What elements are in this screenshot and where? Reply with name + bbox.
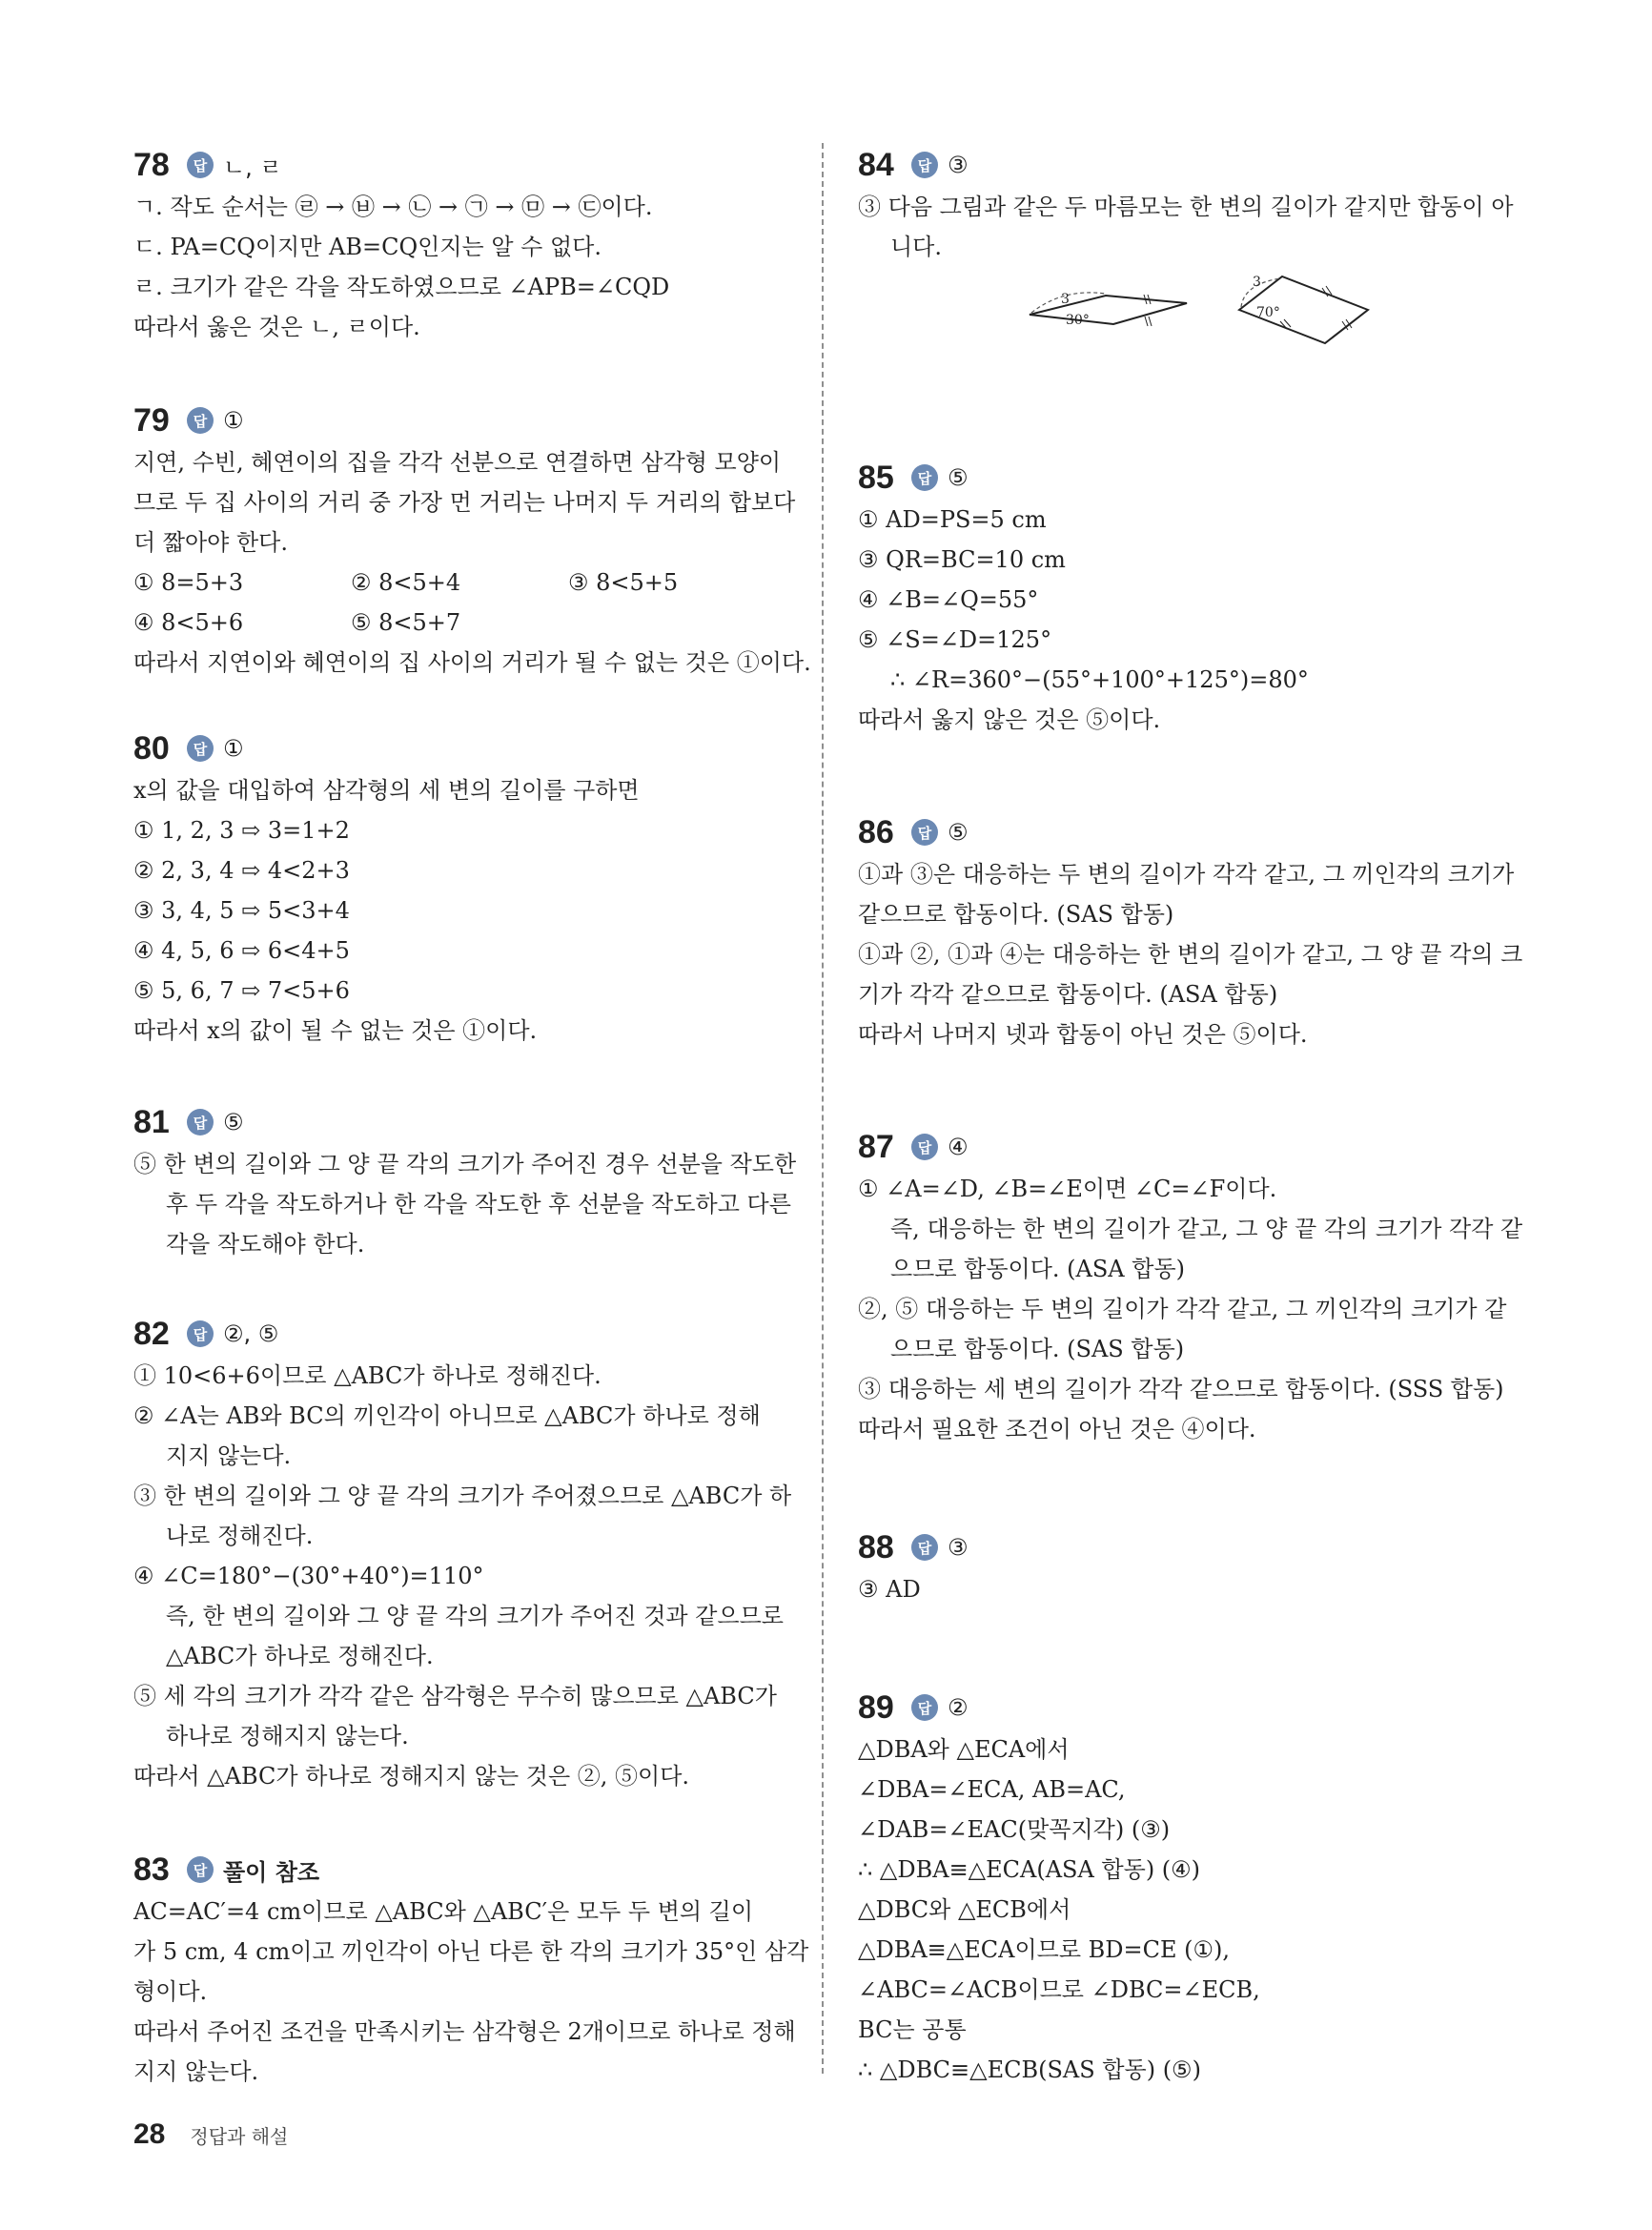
answer-value: ②, ⑤ bbox=[223, 1320, 279, 1347]
solution-line: △DBC와 △ECB에서 bbox=[858, 1896, 1071, 1923]
answer-value: 풀이 참조 bbox=[223, 1858, 320, 1886]
solution-line: 지지 않는다. bbox=[133, 2058, 259, 2085]
option-grid bbox=[133, 563, 791, 603]
answer-value: ③ bbox=[948, 1534, 969, 1561]
answer-badge: 답 bbox=[187, 1856, 214, 1883]
problem-header bbox=[133, 726, 791, 770]
problem-number: 79 bbox=[133, 401, 170, 439]
problem-header bbox=[858, 143, 1516, 187]
solution-line: △DBA≡△ECA이므로 BD=CE (①), bbox=[858, 1936, 1231, 1963]
answer-badge: 답 bbox=[911, 819, 938, 846]
solution-line: 지지 않는다. bbox=[166, 1442, 292, 1469]
solution-line: 니다. bbox=[890, 234, 942, 260]
solution-line: ∴ ∠R=360°−(55°+100°+125°)=80° bbox=[890, 666, 1309, 693]
problem-number: 80 bbox=[133, 729, 170, 767]
problem-87 bbox=[858, 1125, 1523, 1449]
solution-line: 따라서 △ABC가 하나로 정해지지 않는 것은 ②, ⑤이다. bbox=[133, 1763, 690, 1790]
angle-label: 70° bbox=[1256, 305, 1280, 320]
solution-line: ③ QR=BC=10 cm bbox=[858, 546, 1066, 573]
solution-line: 하나로 정해지지 않는다. bbox=[166, 1723, 409, 1749]
solution-line: 따라서 옳은 것은 ㄴ, ㄹ이다. bbox=[133, 314, 420, 340]
solution-line: 따라서 지연이와 혜연이의 집 사이의 거리가 될 수 없는 것은 ①이다. bbox=[133, 649, 811, 676]
solution-line: 으므로 합동이다. (SAS 합동) bbox=[890, 1336, 1185, 1362]
footer-title: 정답과 해설 bbox=[190, 2125, 289, 2148]
solution-line: ⑤ 세 각의 크기가 각각 같은 삼각형은 무수히 많으므로 △ABC가 bbox=[133, 1683, 777, 1709]
column-divider bbox=[822, 143, 824, 2074]
answer-value: ① bbox=[223, 407, 244, 434]
answer-value: ㄴ, ㄹ bbox=[223, 153, 282, 181]
solution-line: 형이다. bbox=[133, 1978, 208, 2005]
problem-number: 83 bbox=[133, 1851, 170, 1888]
solution-line: ∴ △DBC≡△ECB(SAS 합동) (⑤) bbox=[858, 2056, 1201, 2083]
rhombus-diagram bbox=[858, 267, 1516, 372]
problem-number: 81 bbox=[133, 1103, 170, 1140]
solution-line: 따라서 옳지 않은 것은 ⑤이다. bbox=[858, 706, 1161, 733]
problem-header bbox=[133, 1100, 791, 1144]
solution-line: ⑤ 한 변의 길이와 그 양 끝 각의 크기가 주어진 경우 선분을 작도한 bbox=[133, 1151, 797, 1177]
solution-line: ∠DAB=∠EAC(맞꼭지각) (③) bbox=[858, 1816, 1171, 1843]
answer-badge: 답 bbox=[911, 152, 938, 178]
solution-line: ㄱ. 작도 순서는 ㉣ → ㉥ → ㉡ → ㉠ → ㉤ → ㉢이다. bbox=[133, 194, 653, 220]
solution-line: BC는 공통 bbox=[858, 2016, 967, 2043]
answer-value: ① bbox=[223, 735, 244, 762]
answer-badge: 답 bbox=[911, 464, 938, 491]
solution-line: 므로 두 집 사이의 거리 중 가장 먼 거리는 나머지 두 거리의 합보다 bbox=[133, 489, 796, 516]
solution-line: 따라서 x의 값이 될 수 없는 것은 ①이다. bbox=[133, 1017, 538, 1044]
answer-value: ⑤ bbox=[223, 1109, 244, 1135]
angle-label: 30° bbox=[1066, 313, 1090, 328]
solution-line: ④ 4, 5, 6 ⇨ 6<4+5 bbox=[133, 937, 350, 964]
option-item: ③ 8<5+5 bbox=[568, 569, 679, 596]
solution-line: 나로 정해진다. bbox=[166, 1523, 314, 1549]
problem-82 bbox=[133, 1312, 791, 1796]
problem-79 bbox=[133, 399, 811, 683]
solution-line: ② ∠A는 AB와 BC의 끼인각이 아니므로 △ABC가 하나로 정해 bbox=[133, 1402, 761, 1429]
solution-line: ① ∠A=∠D, ∠B=∠E이면 ∠C=∠F이다. bbox=[858, 1176, 1277, 1202]
option-item: ① 8=5+3 bbox=[133, 569, 244, 596]
problem-number: 85 bbox=[858, 459, 894, 496]
solution-line: ③ 한 변의 길이와 그 양 끝 각의 크기가 주어졌으므로 △ABC가 하 bbox=[133, 1483, 792, 1509]
answer-badge: 답 bbox=[911, 1134, 938, 1160]
problem-header bbox=[858, 1125, 1516, 1169]
answer-value: ⑤ bbox=[948, 819, 969, 846]
problem-header bbox=[858, 810, 1516, 854]
answer-value: ④ bbox=[948, 1134, 969, 1160]
problem-header bbox=[133, 399, 791, 442]
solution-line: ① AD=PS=5 cm bbox=[858, 506, 1047, 533]
answer-badge: 답 bbox=[187, 407, 214, 434]
solution-line: ② 2, 3, 4 ⇨ 4<2+3 bbox=[133, 857, 350, 884]
rhombus-70 bbox=[1239, 275, 1368, 343]
problem-88 bbox=[858, 1525, 1516, 1609]
answer-value: ③ bbox=[948, 152, 969, 178]
solution-line: ③ 다음 그림과 같은 두 마름모는 한 변의 길이가 같지만 합동이 아 bbox=[858, 194, 1514, 220]
solution-line: ②, ⑤ 대응하는 두 변의 길이가 각각 같고, 그 끼인각의 크기가 같 bbox=[858, 1296, 1507, 1322]
solution-line: △DBA와 △ECA에서 bbox=[858, 1736, 1070, 1763]
solution-line: 더 짧아야 한다. bbox=[133, 529, 288, 556]
solution-line: ㄷ. PA=CQ이지만 AB=CQ인지는 알 수 없다. bbox=[133, 234, 602, 260]
answer-badge: 답 bbox=[911, 1694, 938, 1721]
problem-86 bbox=[858, 810, 1523, 1054]
page-footer bbox=[133, 2118, 288, 2151]
answer-badge: 답 bbox=[187, 1109, 214, 1135]
solution-line: ⑤ ∠S=∠D=125° bbox=[858, 626, 1052, 653]
answer-value: ⑤ bbox=[948, 464, 969, 491]
solution-line: △ABC가 하나로 정해진다. bbox=[166, 1643, 434, 1669]
problem-number: 82 bbox=[133, 1315, 170, 1352]
problem-number: 88 bbox=[858, 1528, 894, 1565]
solution-line: 즉, 한 변의 길이와 그 양 끝 각의 크기가 주어진 것과 같으므로 bbox=[166, 1603, 784, 1629]
solution-line: ④ ∠B=∠Q=55° bbox=[858, 586, 1039, 613]
solution-line: 따라서 주어진 조건을 만족시키는 삼각형은 2개이므로 하나로 정해 bbox=[133, 2018, 796, 2045]
solution-line: ∠ABC=∠ACB이므로 ∠DBC=∠ECB, bbox=[858, 1976, 1260, 2003]
solution-line: 각을 작도해야 한다. bbox=[166, 1231, 365, 1258]
problem-header bbox=[133, 1312, 791, 1356]
solution-line: ㄹ. 크기가 같은 각을 작도하였으므로 ∠APB=∠CQD bbox=[133, 274, 670, 300]
solution-line: 따라서 필요한 조건이 아닌 것은 ④이다. bbox=[858, 1416, 1256, 1442]
solution-line: 후 두 각을 작도하거나 한 각을 작도한 후 선분을 작도하고 다른 bbox=[166, 1191, 791, 1217]
solution-line: 같으므로 합동이다. (SAS 합동) bbox=[858, 901, 1174, 928]
problem-header bbox=[133, 143, 791, 187]
rhombus-figure bbox=[858, 267, 1516, 372]
problem-number: 86 bbox=[858, 813, 894, 850]
solution-line: 으므로 합동이다. (ASA 합동) bbox=[890, 1256, 1186, 1282]
option-grid bbox=[133, 603, 791, 643]
page-number: 28 bbox=[133, 2118, 166, 2150]
problem-number: 89 bbox=[858, 1688, 894, 1726]
problem-number: 78 bbox=[133, 146, 170, 183]
solution-line: ①과 ②, ①과 ④는 대응하는 한 변의 길이가 같고, 그 양 끝 각의 크 bbox=[858, 941, 1523, 968]
solution-line: ∠DBA=∠ECA, AB=AC, bbox=[858, 1776, 1126, 1803]
problem-83 bbox=[133, 1848, 809, 2092]
rhombus-30 bbox=[1030, 292, 1187, 328]
problem-header bbox=[858, 1525, 1516, 1569]
answer-badge: 답 bbox=[187, 735, 214, 762]
solution-line: ④ ∠C=180°−(30°+40°)=110° bbox=[133, 1563, 484, 1589]
side-label: 3 bbox=[1253, 275, 1261, 290]
solution-line: x의 값을 대입하여 삼각형의 세 변의 길이를 구하면 bbox=[133, 777, 640, 804]
option-item: ④ 8<5+6 bbox=[133, 609, 244, 636]
solution-line: ③ AD bbox=[858, 1576, 921, 1603]
solution-line: 따라서 나머지 넷과 합동이 아닌 것은 ⑤이다. bbox=[858, 1021, 1308, 1048]
problem-80 bbox=[133, 726, 791, 1051]
answer-badge: 답 bbox=[911, 1534, 938, 1561]
problem-78 bbox=[133, 143, 791, 347]
problem-89 bbox=[858, 1686, 1516, 2090]
solution-line: ③ 대응하는 세 변의 길이가 각각 같으므로 합동이다. (SSS 합동) bbox=[858, 1376, 1504, 1402]
option-item: ⑤ 8<5+7 bbox=[351, 609, 461, 636]
problem-85 bbox=[858, 456, 1516, 740]
problem-header bbox=[858, 456, 1516, 500]
problem-81 bbox=[133, 1100, 797, 1264]
answer-badge: 답 bbox=[187, 1320, 214, 1347]
solution-line: ① 10<6+6이므로 △ABC가 하나로 정해진다. bbox=[133, 1362, 602, 1389]
side-label: 3 bbox=[1061, 292, 1070, 307]
solution-line: ① 1, 2, 3 ⇨ 3=1+2 bbox=[133, 817, 350, 844]
solution-line: 지연, 수빈, 혜연이의 집을 각각 선분으로 연결하면 삼각형 모양이 bbox=[133, 449, 782, 476]
solution-line: ∴ △DBA≡△ECA(ASA 합동) (④) bbox=[858, 1856, 1201, 1883]
solution-line: 즉, 대응하는 한 변의 길이가 같고, 그 양 끝 각의 크기가 각각 같 bbox=[890, 1216, 1523, 1242]
option-item: ② 8<5+4 bbox=[351, 569, 461, 596]
problem-header bbox=[858, 1686, 1516, 1729]
solution-line: ③ 3, 4, 5 ⇨ 5<3+4 bbox=[133, 897, 350, 924]
problem-84 bbox=[858, 143, 1516, 372]
solution-line: 가 5 cm, 4 cm이고 끼인각이 아닌 다른 한 각의 크기가 35°인 삼각 bbox=[133, 1938, 809, 1965]
problem-number: 87 bbox=[858, 1128, 894, 1165]
problem-header bbox=[133, 1848, 791, 1892]
solution-line: ⑤ 5, 6, 7 ⇨ 7<5+6 bbox=[133, 977, 350, 1004]
solution-line: ①과 ③은 대응하는 두 변의 길이가 각각 같고, 그 끼인각의 크기가 bbox=[858, 861, 1515, 888]
solution-line: AC=AC′=4 cm이므로 △ABC와 △ABC′은 모두 두 변의 길이 bbox=[133, 1898, 754, 1925]
answer-value: ② bbox=[948, 1694, 969, 1721]
problem-number: 84 bbox=[858, 146, 894, 183]
solution-line: 기가 각각 같으므로 합동이다. (ASA 합동) bbox=[858, 981, 1278, 1008]
answer-badge: 답 bbox=[187, 152, 214, 178]
